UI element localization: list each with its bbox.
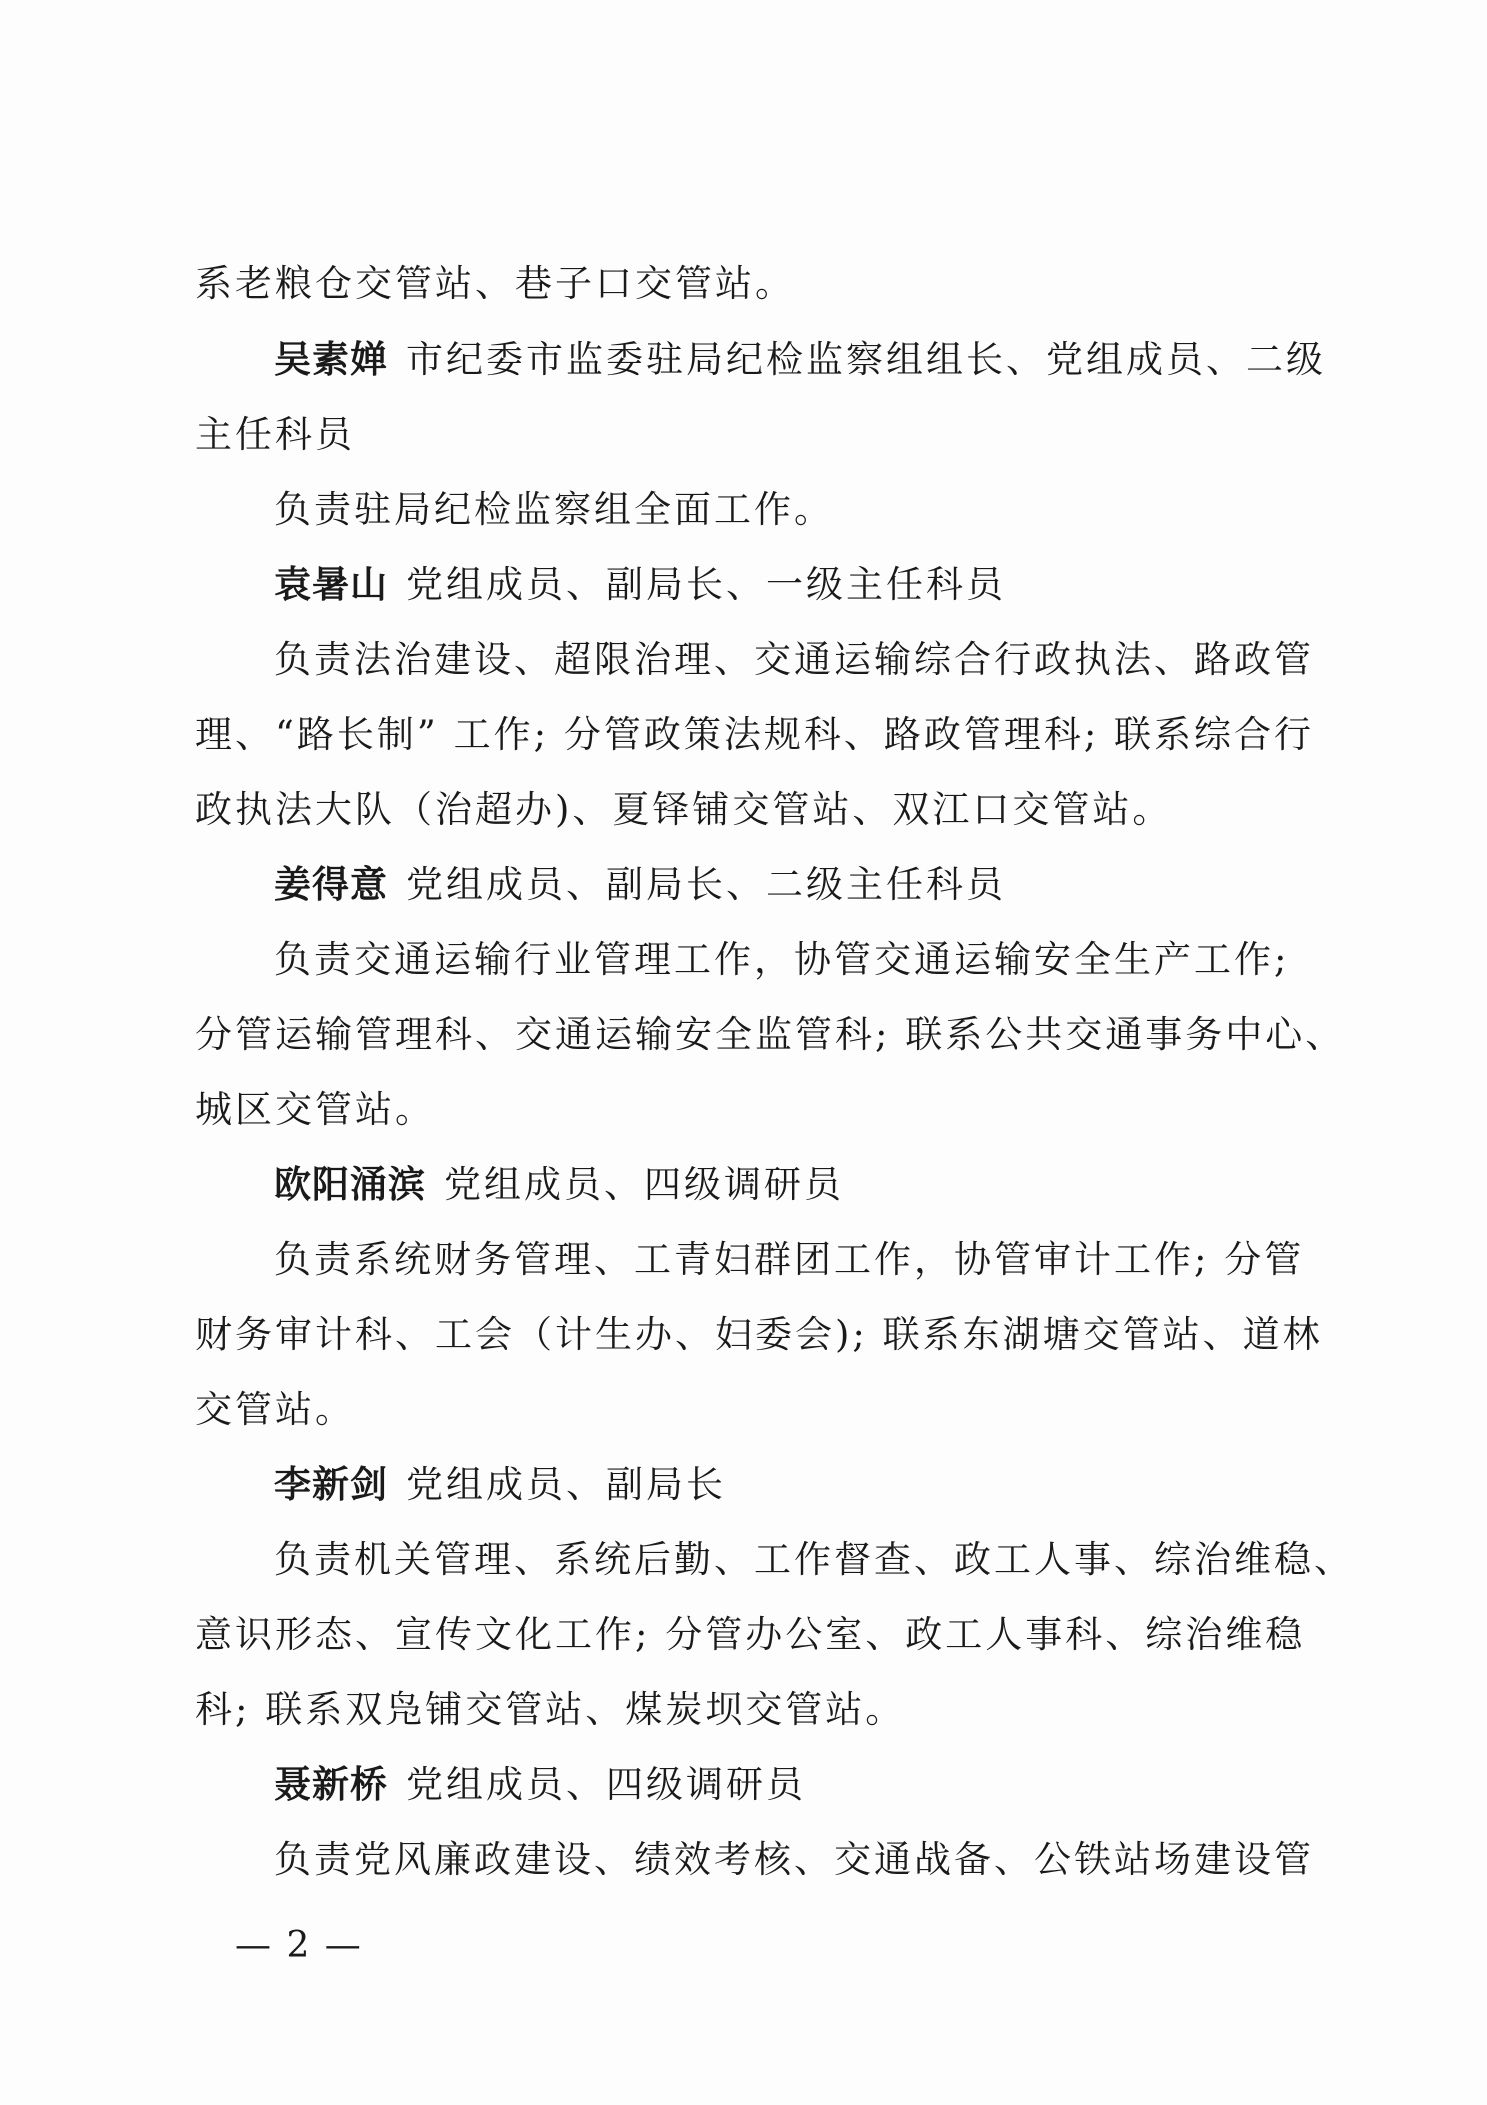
person-heading-li	[274, 1463, 726, 1507]
text: 科; 联系双凫铺交管站、煤炭坝交管站。	[195, 1688, 906, 1731]
person-name: 袁暑山	[274, 563, 388, 606]
text-line	[274, 638, 1314, 682]
person-title: 党组成员、四级调研员	[406, 1763, 806, 1806]
person-title: 党组成员、副局长、一级主任科员	[406, 563, 1006, 606]
text-line	[195, 1388, 355, 1432]
person-name: 李新剑	[274, 1463, 388, 1506]
text-line	[195, 1088, 435, 1132]
text-line	[195, 713, 1314, 757]
text-line	[195, 1313, 1323, 1357]
text-line	[195, 413, 355, 457]
text: 财务审计科、工会（计生办、妇委会); 联系东湖塘交管站、道林	[195, 1313, 1323, 1356]
person-title: 市纪委市监委驻局纪检监察组组长、党组成员、二级	[406, 338, 1326, 381]
text-line	[274, 1538, 1354, 1582]
text-line	[195, 1013, 1345, 1057]
text: 负责机关管理、系统后勤、工作督查、政工人事、综治维稳、	[274, 1538, 1354, 1581]
text: 主任科员	[195, 413, 355, 456]
text: 交管站。	[195, 1388, 355, 1431]
text: 负责驻局纪检监察组全面工作。	[274, 488, 834, 531]
text: 意识形态、宣传文化工作; 分管办公室、政工人事科、综治维稳	[195, 1613, 1306, 1656]
text: 负责党风廉政建设、绩效考核、交通战备、公铁站场建设管	[274, 1838, 1314, 1881]
person-heading-jiang	[274, 863, 1006, 907]
person-name: 聂新桥	[274, 1763, 388, 1806]
person-heading-yuan	[274, 563, 1006, 607]
page-number: — 2 —	[235, 1925, 363, 1966]
person-name: 姜得意	[274, 863, 388, 906]
text: 分管运输管理科、交通运输安全监管科; 联系公共交通事务中心、	[195, 1013, 1346, 1056]
text: 政执法大队（治超办)、夏铎铺交管站、双江口交管站。	[195, 788, 1173, 831]
person-name: 吴素婵	[274, 338, 388, 381]
text: 负责交通运输行业管理工作，协管交通运输安全生产工作;	[274, 938, 1290, 981]
text-line	[274, 1238, 1304, 1282]
text-line	[274, 488, 834, 532]
text-line	[195, 1688, 905, 1732]
person-heading-ouyang	[274, 1163, 844, 1207]
person-heading-wu	[274, 338, 1326, 382]
text: 理、“路长制” 工作; 分管政策法规科、路政管理科; 联系综合行	[195, 713, 1315, 756]
text-line	[195, 262, 795, 306]
text-line	[274, 938, 1289, 982]
text: 负责法治建设、超限治理、交通运输综合行政执法、路政管	[274, 638, 1314, 681]
text-line	[195, 788, 1172, 832]
person-title: 党组成员、副局长、二级主任科员	[406, 863, 1006, 906]
person-name: 欧阳涌滨	[274, 1163, 426, 1206]
text-line	[195, 1613, 1305, 1657]
person-title: 党组成员、四级调研员	[444, 1163, 844, 1206]
text-line	[274, 1838, 1314, 1882]
text: 城区交管站。	[195, 1088, 435, 1131]
person-title: 党组成员、副局长	[406, 1463, 726, 1506]
text: 负责系统财务管理、工青妇群团工作，协管审计工作; 分管	[274, 1238, 1305, 1281]
text: 系老粮仓交管站、巷子口交管站。	[195, 262, 795, 305]
person-heading-nie	[274, 1763, 806, 1807]
